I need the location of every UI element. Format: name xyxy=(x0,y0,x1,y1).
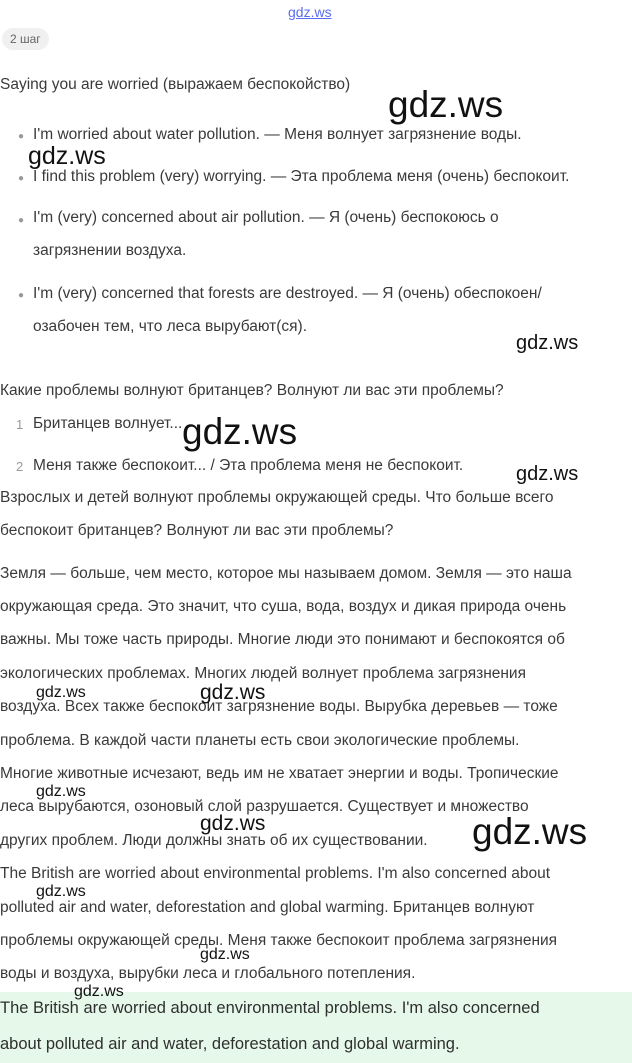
bullet-item: I'm (very) concerned about air pollution. — Я (очень) беспокоюсь о xyxy=(33,209,499,226)
answer-line: The British are worried about environmental problems. I'm also concerned about xyxy=(0,865,551,882)
step-badge: 2 шаг xyxy=(2,28,49,50)
watermark: gdz.ws xyxy=(182,411,298,452)
numbered-item: Британцев волнует... xyxy=(33,415,183,432)
paragraph-line: других проблем. Люди должны знать об их существовании. xyxy=(0,832,428,849)
answer-line: проблемы окружающей среды. Меня также беспокоит проблема загрязнения xyxy=(0,932,558,949)
question: Какие проблемы волнуют британцев? Волнуют ли вас эти проблемы? xyxy=(0,382,504,399)
paragraph-line: Земля — больше, чем место, которое мы называем домом. Земля — это наша xyxy=(0,565,572,582)
list-number: 2 xyxy=(16,459,24,474)
watermark: gdz.ws xyxy=(516,332,579,354)
watermark: gdz.ws xyxy=(36,883,86,900)
watermark: gdz.ws xyxy=(516,463,579,485)
paragraph-line: Многие животные исчезают, ведь им не хватает энергии и воды. Тропические xyxy=(0,765,559,782)
bullet-item-continuation: озабочен тем, что леса вырубают(ся). xyxy=(33,318,308,335)
paragraph-line: проблема. В каждой части планеты есть свои экологические проблемы. xyxy=(0,732,520,749)
paragraph-line: экологических проблемах. Многих людей волнует проблема загрязнения xyxy=(0,665,526,682)
watermark: gdz.ws xyxy=(388,84,504,125)
watermark: gdz.ws xyxy=(74,983,124,1000)
numbered-item: Меня также беспокоит... / Эта проблема меня не беспокоит. xyxy=(33,457,464,474)
watermark: gdz.ws xyxy=(36,783,86,800)
watermark: gdz.ws xyxy=(472,811,588,852)
intro-line: Взрослых и детей волнуют проблемы окружающей среды. Что больше всего xyxy=(0,489,554,506)
paragraph-line: леса вырубаются, озоновый слой разрушается. Существует и множество xyxy=(0,798,529,815)
site-link[interactable]: gdz.ws xyxy=(288,4,332,20)
section-heading: Saying you are worried (выражаем беспокойство) xyxy=(0,76,351,93)
watermark: gdz.ws xyxy=(200,812,266,835)
answer-line: воды и воздуха, вырубки леса и глобального потепления. xyxy=(0,965,416,982)
bullet-dot: ● xyxy=(18,131,25,142)
intro-line: беспокоит британцев? Волнуют ли вас эти проблемы? xyxy=(0,522,394,539)
bullet-item: I'm worried about water pollution. — Меня волнует загрязнение воды. xyxy=(33,126,522,143)
watermark: gdz.ws xyxy=(36,684,86,701)
watermark: gdz.ws xyxy=(28,142,106,170)
bullet-item-continuation: загрязнении воздуха. xyxy=(33,242,187,259)
paragraph-line: важны. Мы тоже часть природы. Многие люди это понимают и беспокоятся об xyxy=(0,631,565,648)
answer-line: polluted air and water, deforestation and global warming. Британцев волнуют xyxy=(0,899,535,916)
paragraph-line: окружающая среда. Это значит, что суша, вода, воздух и дикая природа очень xyxy=(0,598,567,615)
bullet-dot: ● xyxy=(18,290,25,301)
watermark: gdz.ws xyxy=(200,681,266,704)
bullet-dot: ● xyxy=(18,173,25,184)
bullet-dot: ● xyxy=(18,215,25,226)
list-number: 1 xyxy=(16,417,24,432)
highlight-line: about polluted air and water, deforestation and global warming. xyxy=(0,1035,460,1053)
paragraph-line: воздуха. Всех также беспокоит загрязнение воды. Вырубка деревьев — тоже xyxy=(0,698,558,715)
bullet-item: I'm (very) concerned that forests are destroyed. — Я (очень) обеспокоен/ xyxy=(33,285,542,302)
watermark: gdz.ws xyxy=(200,946,250,963)
bullet-item: I find this problem (very) worrying. — Эта проблема меня (очень) беспокоит. xyxy=(33,168,570,185)
highlight-line: The British are worried about environmental problems. I'm also concerned xyxy=(0,999,540,1017)
